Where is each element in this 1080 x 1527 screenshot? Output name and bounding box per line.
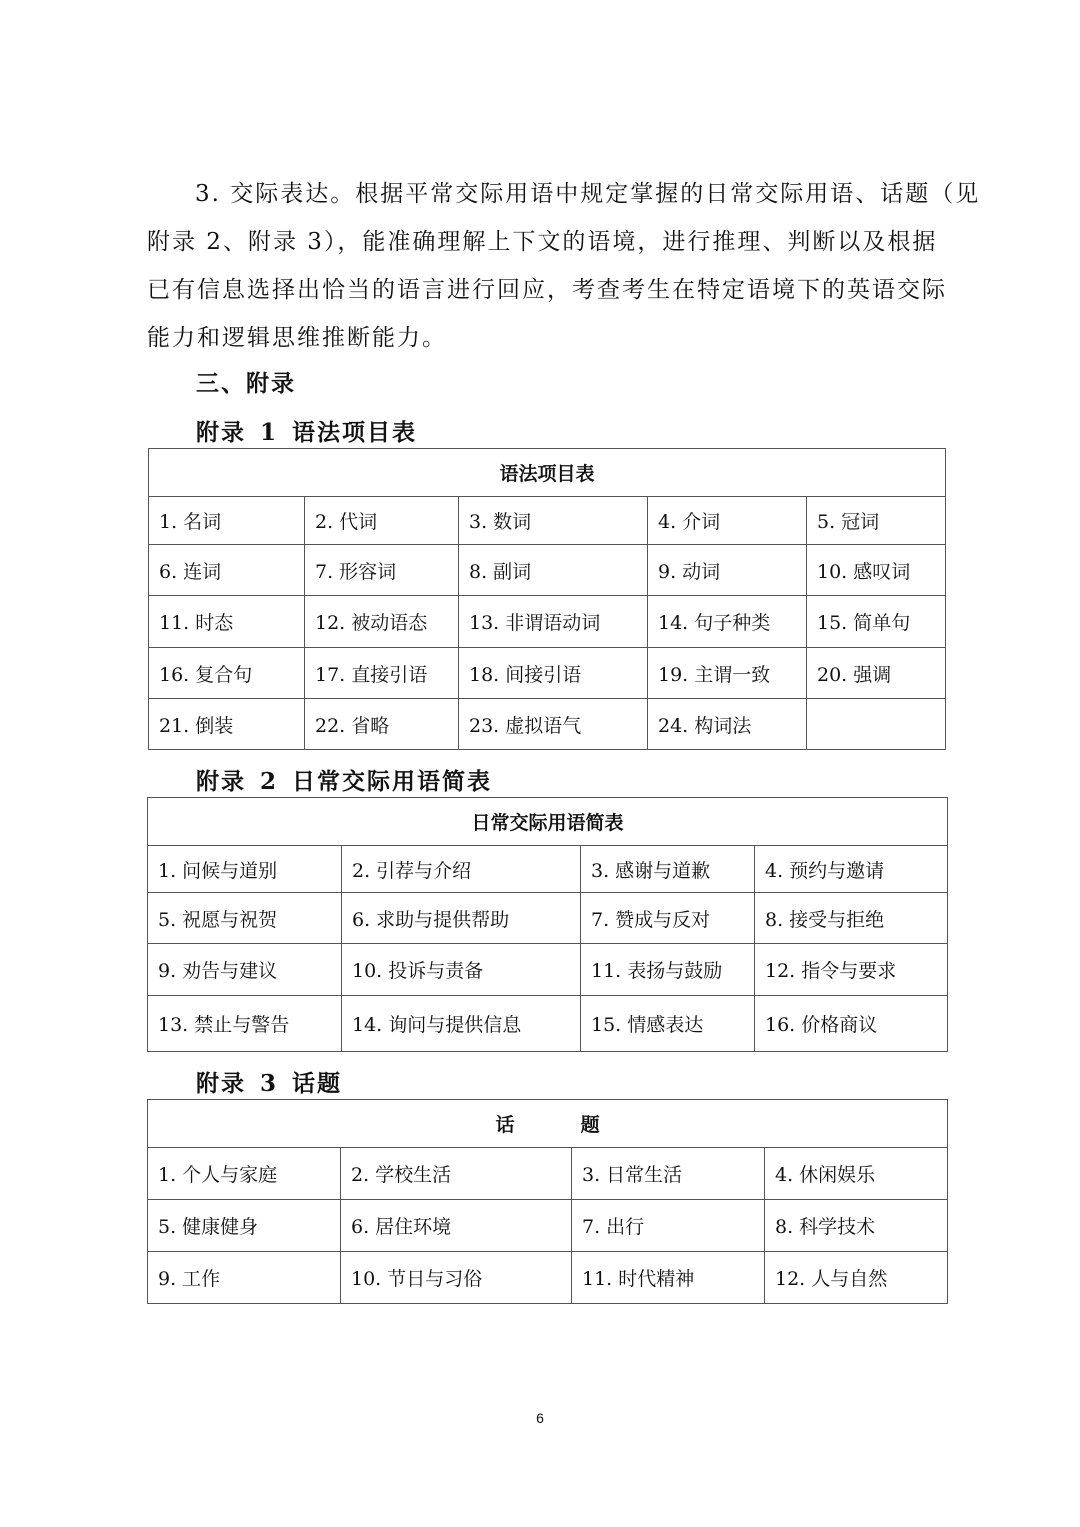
table-cell: 3. 日常生活 (572, 1148, 765, 1200)
appendix-number: 1 (260, 419, 279, 446)
page-number: 6 (536, 1410, 544, 1426)
table-row (149, 648, 946, 699)
section-heading: 三、附录 (196, 370, 296, 397)
table-row (148, 996, 948, 1052)
appendix-number: 3 (260, 1070, 279, 1097)
table-row (149, 497, 946, 545)
table-header-row (148, 798, 948, 846)
table-title: 语法项目表 (149, 449, 946, 497)
table-cell: 12. 指令与要求 (755, 944, 948, 996)
appendix-3-heading (196, 1065, 342, 1098)
table-cell: 2. 代词 (305, 497, 459, 545)
table-row (149, 699, 946, 750)
table-cell: 9. 工作 (148, 1252, 341, 1304)
table-cell: 14. 句子种类 (648, 596, 807, 648)
table-cell (807, 699, 946, 750)
table-cell: 10. 节日与习俗 (341, 1252, 572, 1304)
table-cell: 2. 学校生活 (341, 1148, 572, 1200)
table-cell: 1. 名词 (149, 497, 305, 545)
table-cell: 3. 数词 (459, 497, 648, 545)
table-row (149, 596, 946, 648)
table-cell: 4. 预约与邀请 (755, 846, 948, 893)
table-cell: 11. 时态 (149, 596, 305, 648)
appendix-1-heading (196, 414, 417, 447)
appendix-label: 附录 (196, 1070, 246, 1097)
table-cell: 10. 投诉与责备 (342, 944, 581, 996)
table-cell: 20. 强调 (807, 648, 946, 699)
appendix-label: 附录 (196, 419, 246, 446)
table-row (149, 545, 946, 596)
topics-table (147, 1099, 948, 1304)
paragraph-line: 附录 2、附录 3），能准确理解上下文的语境，进行推理、判断以及根据 (147, 229, 938, 255)
table-cell: 2. 引荐与介绍 (342, 846, 581, 893)
table-row (148, 893, 948, 944)
table-cell: 7. 出行 (572, 1200, 765, 1252)
table-cell: 6. 连词 (149, 545, 305, 596)
table-cell: 4. 介词 (648, 497, 807, 545)
appendix-label: 附录 (196, 768, 246, 795)
appendix-title: 话题 (292, 1070, 343, 1097)
appendix-2-heading (196, 763, 492, 796)
table-row (148, 846, 948, 893)
table-cell: 12. 人与自然 (765, 1252, 948, 1304)
table-cell: 16. 价格商议 (755, 996, 948, 1052)
table-cell: 23. 虚拟语气 (459, 699, 648, 750)
table-cell: 18. 间接引语 (459, 648, 648, 699)
table-cell: 3. 感谢与道歉 (581, 846, 755, 893)
table-cell: 15. 情感表达 (581, 996, 755, 1052)
table-cell: 19. 主谓一致 (648, 648, 807, 699)
table-cell: 5. 冠词 (807, 497, 946, 545)
table-title: 话 题 (148, 1100, 948, 1148)
table-cell: 24. 构词法 (648, 699, 807, 750)
table-cell: 15. 简单句 (807, 596, 946, 648)
table-cell: 9. 动词 (648, 545, 807, 596)
table-row (148, 1148, 948, 1200)
appendix-number: 2 (260, 768, 279, 795)
body-paragraph (147, 170, 981, 362)
table-row (148, 1200, 948, 1252)
table-cell: 7. 赞成与反对 (581, 893, 755, 944)
table-row (148, 1252, 948, 1304)
table-cell: 7. 形容词 (305, 545, 459, 596)
paragraph-line: 已有信息选择出恰当的语言进行回应，考查考生在特定语境下的英语交际 (147, 277, 947, 303)
table-cell: 17. 直接引语 (305, 648, 459, 699)
table-cell: 5. 健康健身 (148, 1200, 341, 1252)
table-cell: 21. 倒装 (149, 699, 305, 750)
table-cell: 4. 休闲娱乐 (765, 1148, 948, 1200)
table-cell: 8. 副词 (459, 545, 648, 596)
table-header-row (149, 449, 946, 497)
table-cell: 8. 科学技术 (765, 1200, 948, 1252)
table-cell: 13. 禁止与警告 (148, 996, 342, 1052)
table-row (148, 944, 948, 996)
grammar-table (148, 448, 946, 750)
table-cell: 11. 时代精神 (572, 1252, 765, 1304)
table-cell: 10. 感叹词 (807, 545, 946, 596)
table-cell: 6. 居住环境 (341, 1200, 572, 1252)
table-cell: 9. 劝告与建议 (148, 944, 342, 996)
table-title: 日常交际用语简表 (148, 798, 948, 846)
table-cell: 16. 复合句 (149, 648, 305, 699)
paragraph-line: 能力和逻辑思维推断能力。 (147, 325, 447, 351)
table-cell: 1. 个人与家庭 (148, 1148, 341, 1200)
table-cell: 14. 询问与提供信息 (342, 996, 581, 1052)
table-cell: 11. 表扬与鼓励 (581, 944, 755, 996)
table-cell: 22. 省略 (305, 699, 459, 750)
table-cell: 13. 非谓语动词 (459, 596, 648, 648)
table-cell: 5. 祝愿与祝贺 (148, 893, 342, 944)
appendix-title: 语法项目表 (292, 419, 418, 446)
table-cell: 12. 被动语态 (305, 596, 459, 648)
table-header-row (148, 1100, 948, 1148)
appendix-title: 日常交际用语简表 (292, 768, 493, 795)
table-cell: 1. 问候与道别 (148, 846, 342, 893)
daily-expressions-table (147, 797, 948, 1052)
paragraph-line: 3. 交际表达。根据平常交际用语中规定掌握的日常交际用语、话题（见 (195, 181, 981, 207)
table-cell: 6. 求助与提供帮助 (342, 893, 581, 944)
table-cell: 8. 接受与拒绝 (755, 893, 948, 944)
